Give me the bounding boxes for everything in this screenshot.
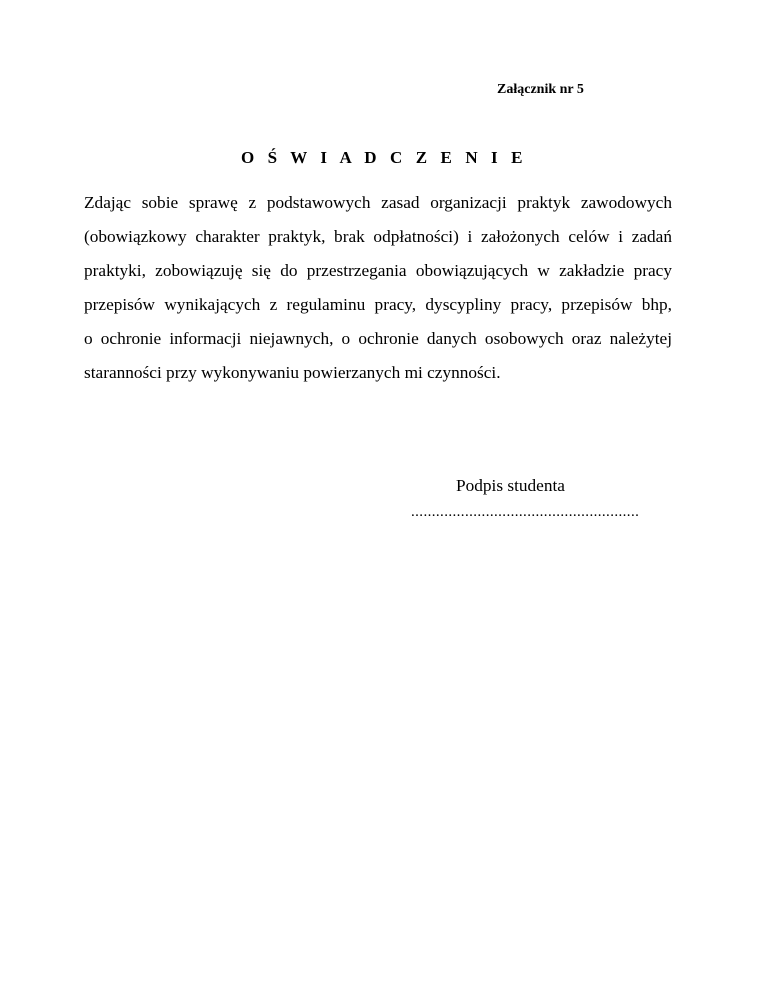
document-title: O Ś W I A D C Z E N I E <box>240 148 528 167</box>
attachment-label: Załącznik nr 5 <box>497 82 584 97</box>
statement-line: staranności przy wykonywaniu powierzanych mi czynności. <box>84 363 501 382</box>
statement-body <box>84 186 672 390</box>
signature-label: Podpis studenta <box>456 476 565 495</box>
statement-line: praktyki, zobowiązuję się do przestrzegania obowiązujących w zakładzie pracy <box>84 261 672 280</box>
signature-line: ....................................................... <box>411 504 640 520</box>
statement-line: przepisów wynikających z regulaminu pracy, dyscypliny pracy, przepisów bhp, <box>84 295 672 314</box>
statement-line: o ochronie informacji niejawnych, o ochronie danych osobowych oraz należytej <box>84 329 672 348</box>
statement-line: (obowiązkowy charakter praktyk, brak odpłatności) i założonych celów i zadań <box>84 227 672 246</box>
statement-line: Zdając sobie sprawę z podstawowych zasad organizacji praktyk zawodowych <box>84 193 672 212</box>
